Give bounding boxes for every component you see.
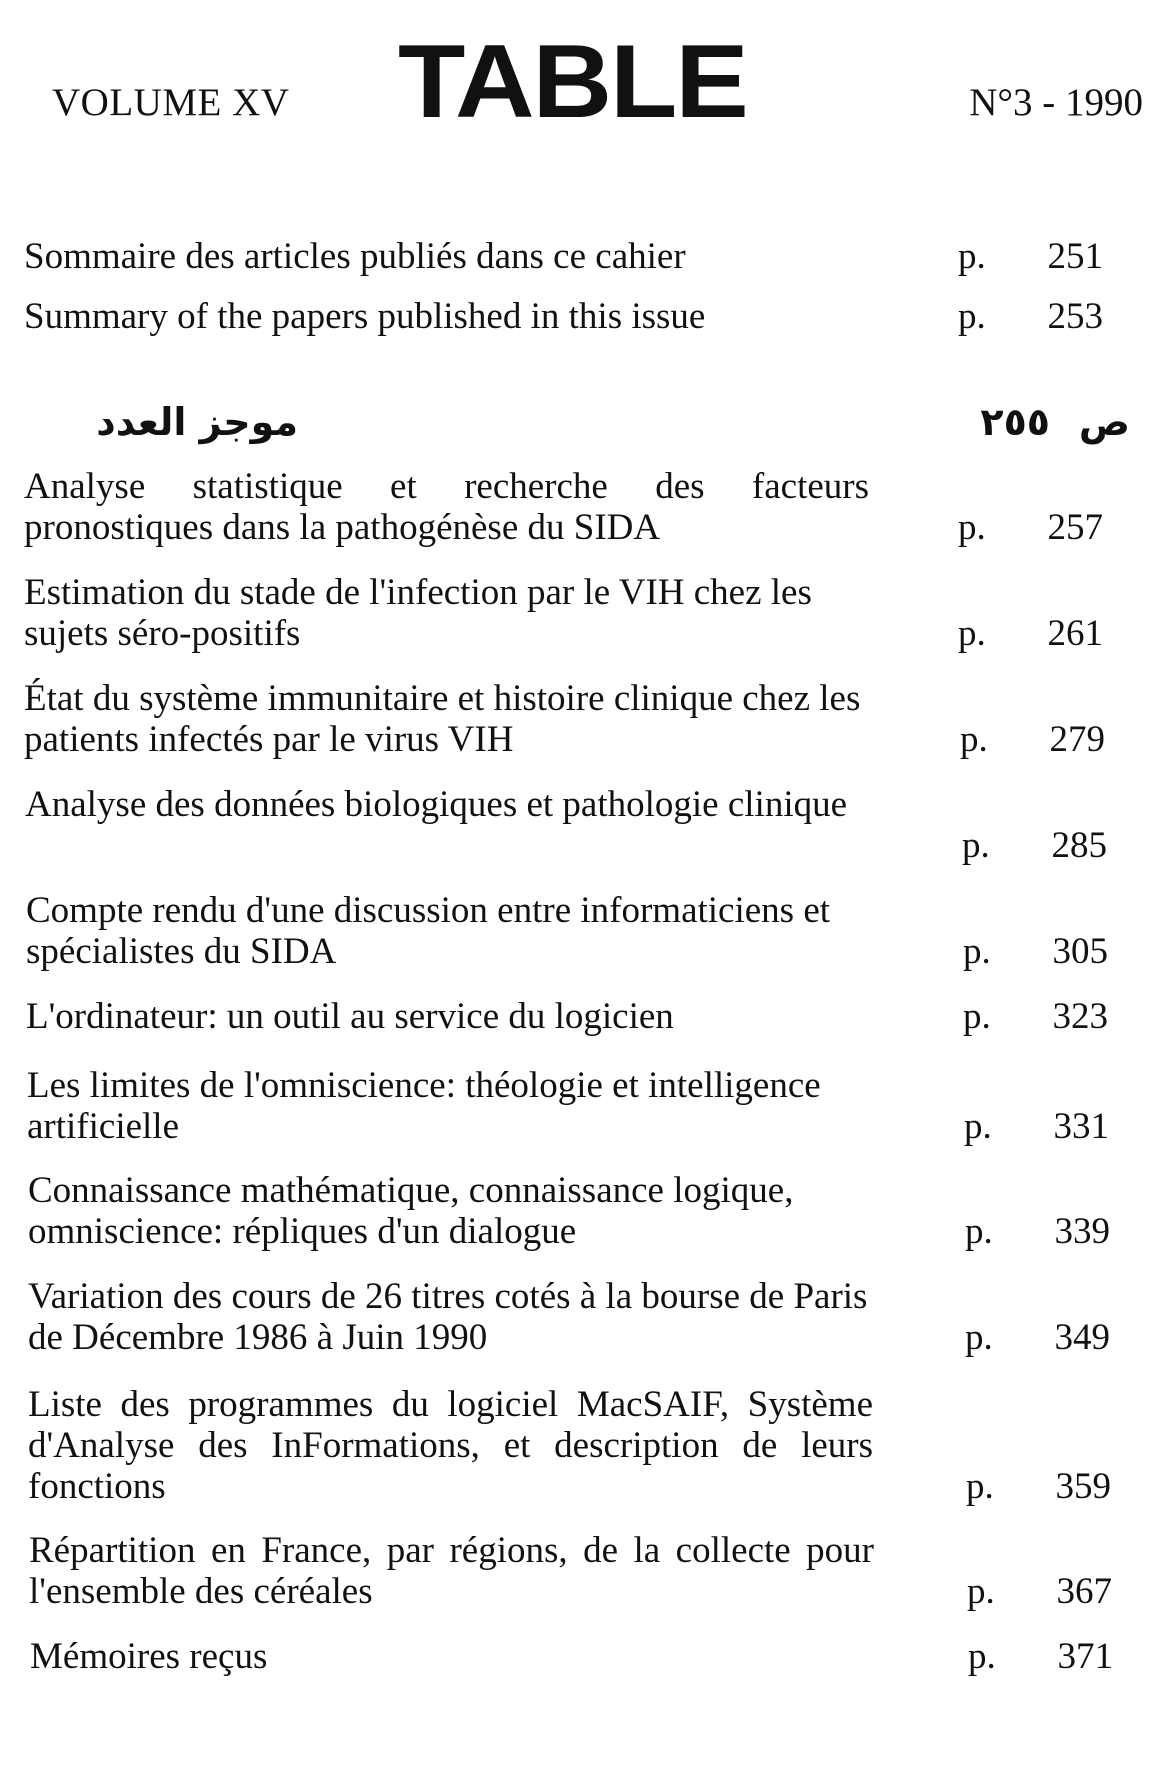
page-number: 323 xyxy=(1052,996,1108,1037)
page-number: 349 xyxy=(1054,1317,1110,1358)
page-prefix: p. xyxy=(965,1317,993,1358)
page-number: 305 xyxy=(1052,931,1108,972)
page-number: 367 xyxy=(1056,1571,1112,1612)
page-prefix: p. xyxy=(963,996,991,1037)
page-number: 371 xyxy=(1057,1636,1113,1677)
page-prefix: p. xyxy=(964,1106,992,1147)
page-number: 331 xyxy=(1053,1106,1109,1147)
entry-title: Mémoires reçus xyxy=(30,1636,268,1677)
page-number-arabic: ٢٥٥ xyxy=(980,400,1050,444)
entry-title: Variation des cours de 26 titres cotés à la bourse de Paris de Décembre 1986 à Juin 1990 xyxy=(28,1276,868,1358)
page-number: 251 xyxy=(1047,236,1103,277)
page-number: 285 xyxy=(1051,825,1107,866)
entry-title: Compte rendu d'une discussion entre informaticiens et spécialistes du SIDA xyxy=(26,890,831,972)
entry-title: Les limites de l'omniscience: théologie et intelligence artificielle xyxy=(27,1065,821,1147)
page-prefix: p. xyxy=(966,1466,994,1507)
page-number: 339 xyxy=(1054,1211,1110,1252)
page-number: 257 xyxy=(1047,507,1103,548)
page-number: 261 xyxy=(1047,613,1103,654)
page-prefix: p. xyxy=(960,719,988,760)
entry-title: Analyse des données biologiques et pathologie clinique xyxy=(25,784,848,825)
entry-title: État du système immunitaire et histoire clinique chez les patients infectés par le virus VIH xyxy=(24,678,861,760)
volume-label: VOLUME XV xyxy=(52,81,290,124)
page-prefix: p. xyxy=(958,507,986,548)
entry-title: Analyse statistique et recherche des facteurs pronostiques dans la pathogénèse du SIDA xyxy=(24,466,869,548)
entry-title: Summary of the papers published in this issue xyxy=(24,296,706,337)
entry-title: Répartition en France, par régions, de la collecte pour l'ensemble des céréales xyxy=(29,1530,874,1612)
issue-label: N°3 - 1990 xyxy=(969,81,1143,124)
page-number: 253 xyxy=(1047,296,1103,337)
page-prefix: p. xyxy=(963,931,991,972)
entry-title: Liste des programmes du logiciel MacSAIF, Système d'Analyse des InFormations, et description de leurs fonctions xyxy=(28,1384,873,1507)
page-number: 279 xyxy=(1049,719,1105,760)
page-prefix: p. xyxy=(958,236,986,277)
page-prefix: p. xyxy=(967,1571,995,1612)
page-prefix: p. xyxy=(962,825,990,866)
page-number: 359 xyxy=(1055,1466,1111,1507)
entry-title: Estimation du stade de l'infection par le VIH chez les sujets séro-positifs xyxy=(24,572,812,654)
page-prefix: p. xyxy=(968,1636,996,1677)
page-prefix: p. xyxy=(958,296,986,337)
entry-title-arabic: موجز العدد xyxy=(96,400,298,444)
entry-title: Sommaire des articles publiés dans ce cahier xyxy=(24,236,686,277)
page-prefix-arabic: ص xyxy=(1078,400,1130,444)
page-title: TABLE xyxy=(398,24,747,140)
entry-title: L'ordinateur: un outil au service du logicien xyxy=(26,996,674,1037)
page-prefix: p. xyxy=(965,1211,993,1252)
entry-title: Connaissance mathématique, connaissance logique, omniscience: répliques d'un dialogue xyxy=(28,1170,794,1252)
page-prefix: p. xyxy=(958,613,986,654)
